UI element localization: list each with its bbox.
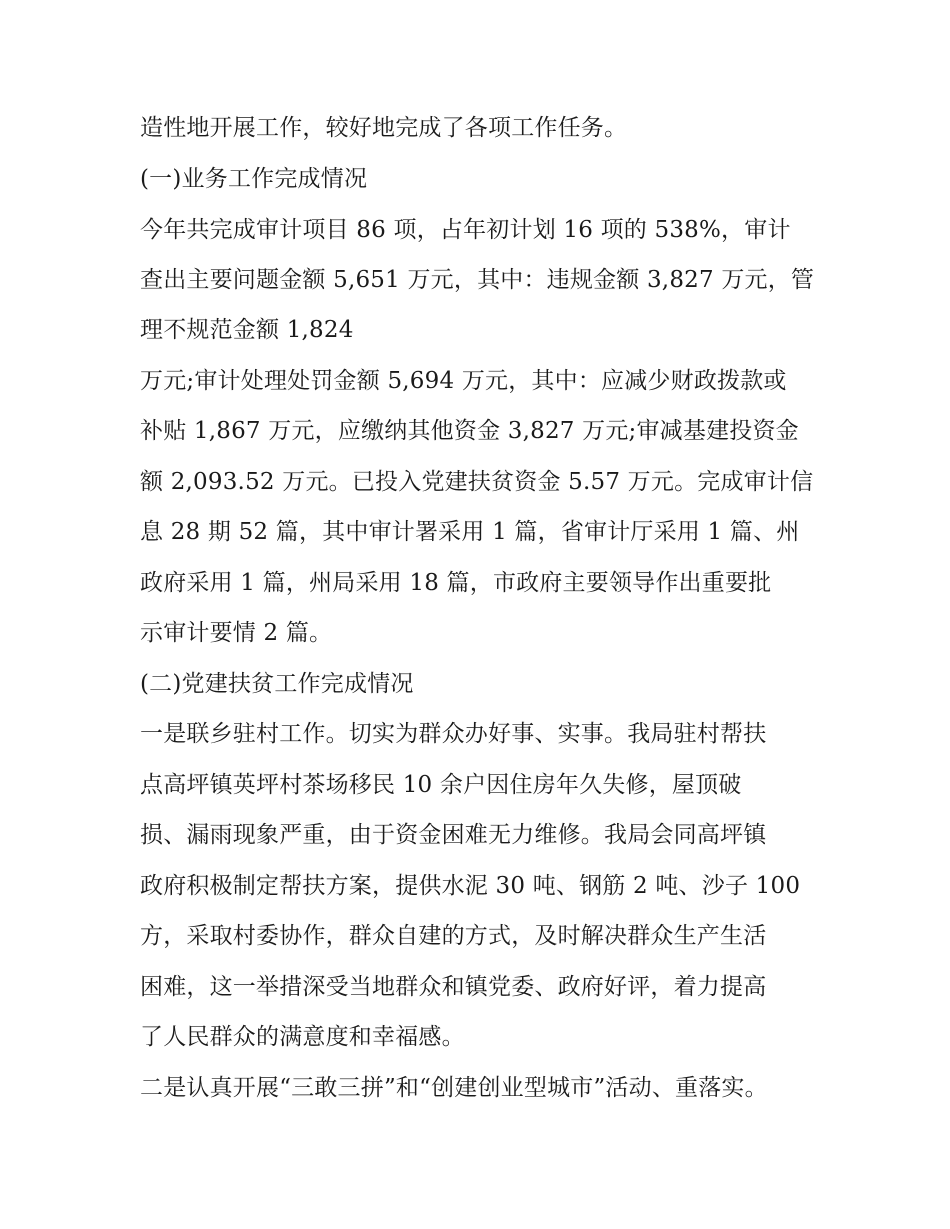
section-heading: (一)业务工作完成情况 xyxy=(140,166,368,192)
text-line: 补贴 1,867 万元，应缴纳其他资金 3,827 万元;审减基建投资金 xyxy=(140,418,799,444)
text-line: 困难，这一举措深受当地群众和镇党委、政府好评，着力提高 xyxy=(140,974,767,1000)
text-line: 方，采取村委协作，群众自建的方式，及时解决群众生产生活 xyxy=(140,923,767,949)
text-line: 理不规范金额 1,824 xyxy=(140,317,354,343)
text-line: 额 2,093.52 万元。已投入党建扶贫资金 5.57 万元。完成审计信 xyxy=(140,469,814,495)
text-line: 息 28 期 52 篇，其中审计署采用 1 篇，省审计厅采用 1 篇、州 xyxy=(140,519,800,545)
text-line: 点高坪镇英坪村茶场移民 10 余户因住房年久失修，屋顶破 xyxy=(140,772,742,798)
text-line: 政府采用 1 篇，州局采用 18 篇，市政府主要领导作出重要批 xyxy=(140,570,772,596)
section-heading: (二)党建扶贫工作完成情况 xyxy=(140,671,414,697)
text-line: 一是联乡驻村工作。切实为群众办好事、实事。我局驻村帮扶 xyxy=(140,721,767,747)
text-line: 损、漏雨现象严重，由于资金困难无力维修。我局会同高坪镇 xyxy=(140,822,767,848)
text-line: 查出主要问题金额 5,651 万元，其中：违规金额 3,827 万元，管 xyxy=(140,267,815,293)
text-line: 万元;审计处理处罚金额 5,694 万元，其中：应减少财政拨款或 xyxy=(140,368,787,394)
text-line: 造性地开展工作，较好地完成了各项工作任务。 xyxy=(140,115,628,141)
text-line: 政府积极制定帮扶方案，提供水泥 30 吨、钢筋 2 吨、沙子 100 xyxy=(140,873,801,899)
text-line: 了人民群众的满意度和幸福感。 xyxy=(140,1024,465,1050)
text-line: 今年共完成审计项目 86 项，占年初计划 16 项的 538%，审计 xyxy=(140,217,791,243)
text-line: 二是认真开展“三敢三拼”和“创建创业型城市”活动、重落实。 xyxy=(140,1075,768,1101)
text-line: 示审计要情 2 篇。 xyxy=(140,620,333,646)
